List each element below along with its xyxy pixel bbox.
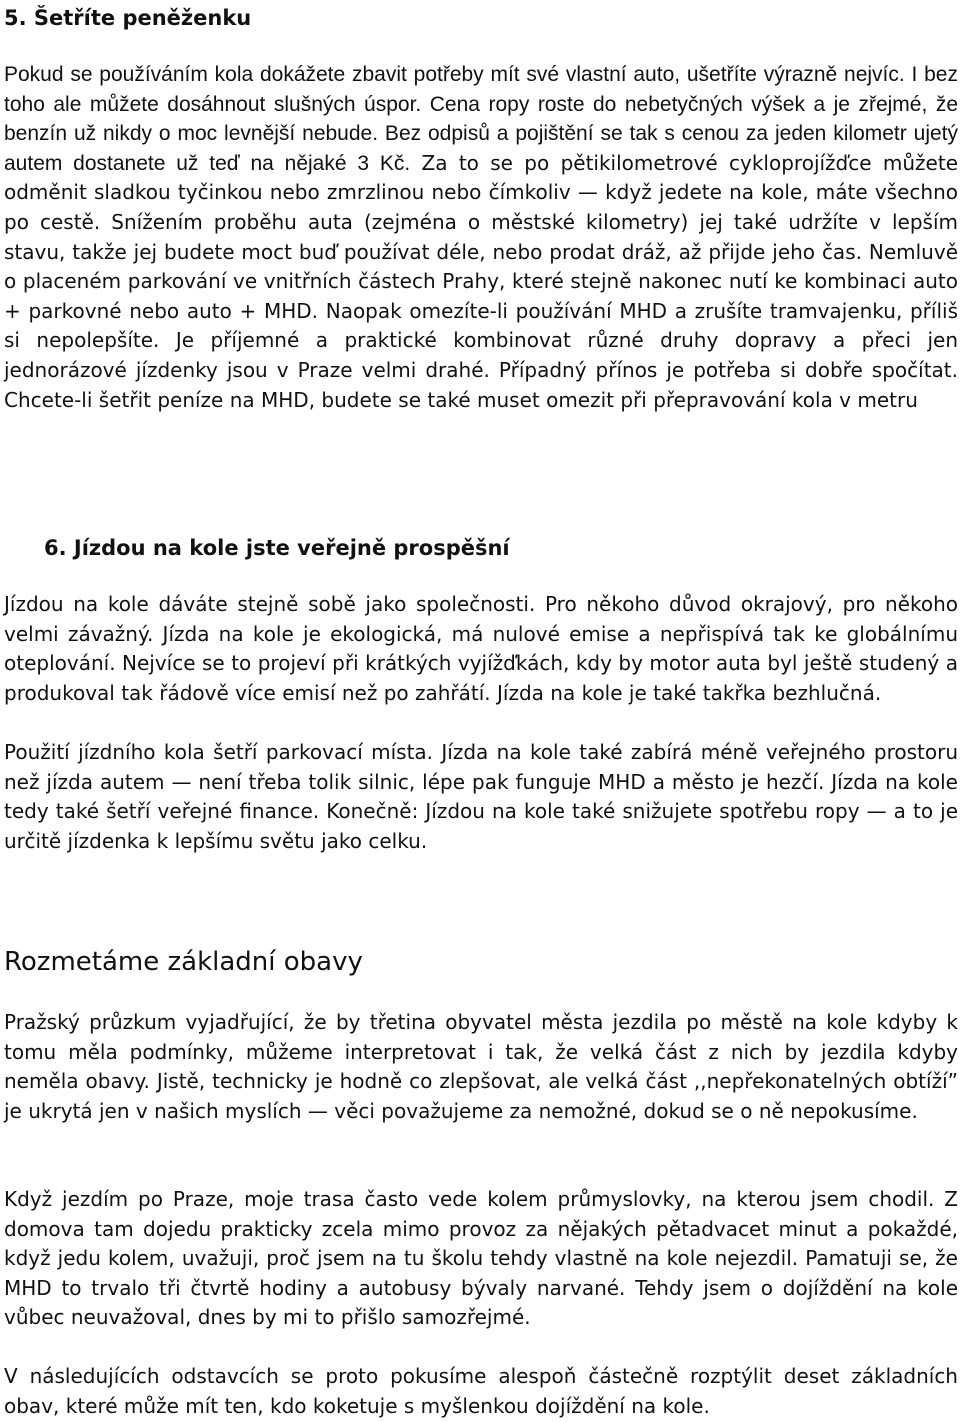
section-5-heading: 5. Šetříte peněženku	[4, 6, 252, 30]
main-paragraph-1: Pražský průzkum vyjadřující, že by třetina obyvatel města jezdila po městě na kole kdyby k tomu měla podmínky, můžeme interpretovat i tak, že velká část z nich by jezdila kdyby neměla obavy. Jistě, technicky je hodně co zlepšovat, ale velká část ,,nepřekonatelných obtíží” je ukrytá jen v našich myslích — věci považujeme za nemožné, dokud se o ně nepokusíme.	[4, 1010, 958, 1123]
section-5-paragraph	[4, 60, 958, 415]
main-paragraph-3: V následujících odstavcích se proto pokusíme alespoň částečně rozptýlit deset základních obav, které může mít ten, kdo koketuje s myšlenkou dojíždění na kole.	[4, 1364, 958, 1418]
section-6-heading: 6. Jízdou na kole jste veřejně prospěšní	[44, 536, 510, 560]
section-5-lead-text: Pokud se používáním kola dokážete zbavit potřeby mít své vlastní auto, ušetříte výrazně nejvíc. I bez toho ale můžete dosáhnout slušných úspor. Cena ropy roste do nebetyčných výšek a je zřejmé, že benzín už nikdy o moc levnější nebude. Bez odpisů a pojištění se tak s cenou za jeden kilometr ujetý autem dostanete už teď na nějaké 3 Kč.	[4, 63, 958, 175]
section-6-paragraph-2: Použití jízdního kola šetří parkovací místa. Jízda na kole také zabírá méně veřejného prostoru než jízda autem — není třeba tolik silnic, lépe pak funguje MHD a město je hezčí. Jízda na kole tedy také šetří veřejné finance. Konečně: Jízdou na kole také snižujete spotřebu ropy — a to je určitě jízdenka k lepšímu světu jako celku.	[4, 740, 958, 853]
main-heading: Rozmetáme základní obavy	[4, 947, 363, 977]
section-6-paragraph-1: Jízdou na kole dáváte stejně sobě jako společnosti. Pro někoho důvod okrajový, pro někoho velmi závažný. Jízda na kole je ekologická, má nulové emise a nepřispívá tak ke globálnímu oteplování. Nejvíce se to projeví při krátkých vyjížďkách, kdy by motor auta byl ještě studený a produkoval tak řádově více emisí než po zahřátí. Jízda na kole je také takřka bezhlučná.	[4, 592, 958, 705]
main-paragraph-2: Když jezdím po Praze, moje trasa často vede kolem průmyslovky, na kterou jsem chodil. Z domova tam dojedu prakticky zcela mimo provoz za nějakých pětadvacet minut a pokaždé, když jedu kolem, uvažuji, proč jsem na tu školu tehdy vlastně na kole nejezdil. Pamatuji se, že MHD to trvalo tři čtvrtě hodiny a autobusy bývaly narvané. Tehdy jsem o dojíždění na kole vůbec neuvažoval, dnes by mi to přišlo samozřejmé.	[4, 1187, 958, 1330]
section-5-body-text: Za to se po pětikilometrové cykloprojížďce můžete odměnit sladkou tyčinkou nebo zmrzlinou nebo čímkoliv — když jedete na kole, máte všechno po cestě. Snížením proběhu auta (zejména o městské kilometry) jej také udržíte v lepším stavu, takže jej budete moct buď používat déle, nebo prodat dráž, až přijde jeho čas. Nemluvě o placeném parkování ve vnitřních částech Prahy, které stejně nakonec nutí ke kombinaci auto + parkovné nebo auto + MHD. Naopak omezíte-li používání MHD a zrušíte tramvajenku, příliš si nepolepšíte. Je příjemné a praktické kombinovat různé druhy dopravy a přeci jen jednorázové jízdenky jsou v Praze velmi drahé. Případný přínos je potřeba si dobře spočítat. Chcete-li šetřit peníze na MHD, budete se také muset omezit při přepravování kola v metru	[4, 150, 958, 412]
